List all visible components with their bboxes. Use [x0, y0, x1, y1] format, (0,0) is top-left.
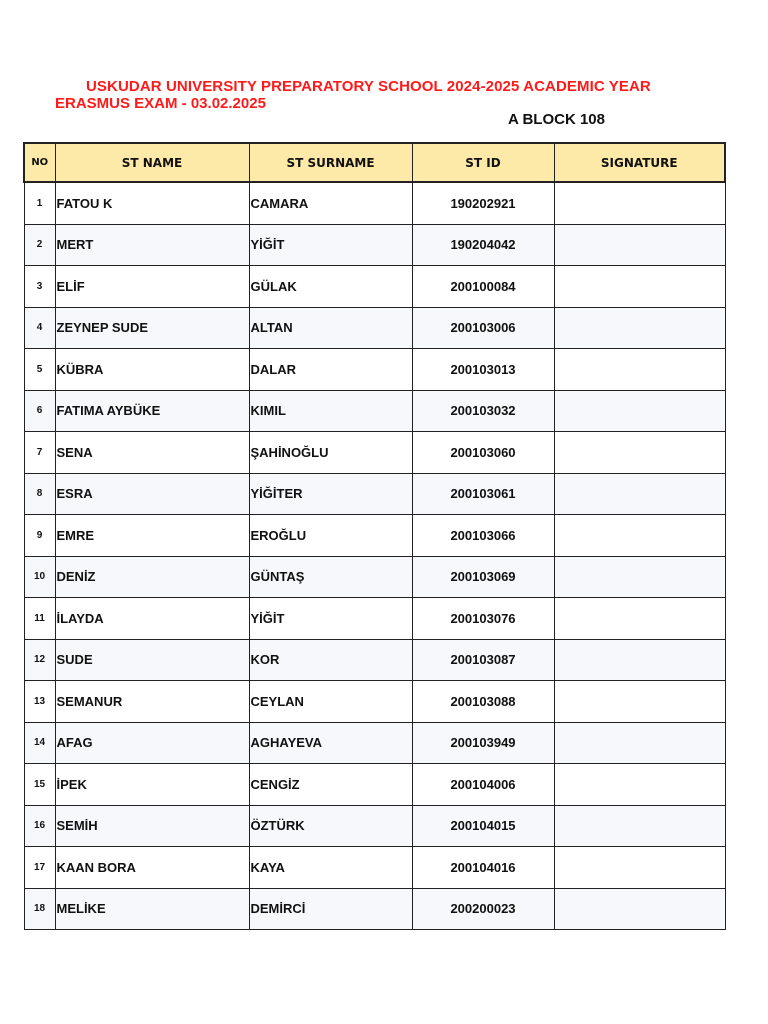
student-id: 200103076: [412, 598, 554, 640]
table-row: [24, 432, 725, 474]
student-surname: CEYLAN: [249, 681, 412, 723]
row-number: 18: [24, 888, 55, 930]
table-row: [24, 681, 725, 723]
column-header-name: ST NAME: [55, 143, 249, 182]
student-id: 200103061: [412, 473, 554, 515]
row-number: 15: [24, 764, 55, 806]
student-id: 190204042: [412, 224, 554, 266]
table-row: [24, 390, 725, 432]
student-id: 200103032: [412, 390, 554, 432]
row-number: 5: [24, 349, 55, 391]
student-name: KÜBRA: [55, 349, 249, 391]
column-header-surname: ST SURNAME: [249, 143, 412, 182]
student-name: DENİZ: [55, 556, 249, 598]
student-surname: GÜLAK: [249, 266, 412, 308]
student-id: 200103069: [412, 556, 554, 598]
student-surname: KAYA: [249, 847, 412, 889]
signature-cell[interactable]: [554, 764, 725, 806]
signature-cell[interactable]: [554, 847, 725, 889]
signature-cell[interactable]: [554, 266, 725, 308]
table-row: [24, 764, 725, 806]
student-name: İPEK: [55, 764, 249, 806]
signature-cell[interactable]: [554, 681, 725, 723]
row-number: 2: [24, 224, 55, 266]
student-name: AFAG: [55, 722, 249, 764]
student-surname: ALTAN: [249, 307, 412, 349]
student-surname: ÖZTÜRK: [249, 805, 412, 847]
column-header-no: NO: [24, 143, 55, 182]
table-row: [24, 182, 725, 224]
signature-cell[interactable]: [554, 182, 725, 224]
signature-cell[interactable]: [554, 224, 725, 266]
exam-subtitle: ERASMUS EXAM - 03.02.2025: [55, 95, 266, 112]
student-roster-table: [23, 142, 726, 930]
student-surname: CENGİZ: [249, 764, 412, 806]
student-name: MERT: [55, 224, 249, 266]
table-row: [24, 515, 725, 557]
signature-cell[interactable]: [554, 722, 725, 764]
student-id: 200100084: [412, 266, 554, 308]
table-row: [24, 307, 725, 349]
table-row: [24, 224, 725, 266]
student-surname: EROĞLU: [249, 515, 412, 557]
row-number: 4: [24, 307, 55, 349]
student-id: 200200023: [412, 888, 554, 930]
table-row: [24, 556, 725, 598]
student-name: ESRA: [55, 473, 249, 515]
signature-cell[interactable]: [554, 307, 725, 349]
student-name: İLAYDA: [55, 598, 249, 640]
student-name: SEMİH: [55, 805, 249, 847]
column-header-signature: SIGNATURE: [554, 143, 725, 182]
student-id: 200103006: [412, 307, 554, 349]
student-surname: KOR: [249, 639, 412, 681]
student-name: SEMANUR: [55, 681, 249, 723]
student-id: 200104016: [412, 847, 554, 889]
signature-cell[interactable]: [554, 598, 725, 640]
student-surname: KIMIL: [249, 390, 412, 432]
row-number: 16: [24, 805, 55, 847]
student-name: ELİF: [55, 266, 249, 308]
student-id: 200103088: [412, 681, 554, 723]
student-name: SUDE: [55, 639, 249, 681]
row-number: 13: [24, 681, 55, 723]
row-number: 6: [24, 390, 55, 432]
student-id: 200104015: [412, 805, 554, 847]
student-surname: ŞAHİNOĞLU: [249, 432, 412, 474]
student-surname: YİĞİT: [249, 598, 412, 640]
table-row: [24, 598, 725, 640]
student-name: EMRE: [55, 515, 249, 557]
row-number: 7: [24, 432, 55, 474]
student-name: FATIMA AYBÜKE: [55, 390, 249, 432]
student-id: 190202921: [412, 182, 554, 224]
student-surname: YİĞİT: [249, 224, 412, 266]
row-number: 3: [24, 266, 55, 308]
row-number: 12: [24, 639, 55, 681]
table-row: [24, 639, 725, 681]
student-name: MELİKE: [55, 888, 249, 930]
table-row: [24, 722, 725, 764]
student-surname: CAMARA: [249, 182, 412, 224]
row-number: 17: [24, 847, 55, 889]
student-surname: DEMİRCİ: [249, 888, 412, 930]
row-number: 1: [24, 182, 55, 224]
document-title: USKUDAR UNIVERSITY PREPARATORY SCHOOL 2024-2025 ACADEMIC YEAR: [86, 78, 651, 95]
student-id: 200103060: [412, 432, 554, 474]
table-row: [24, 847, 725, 889]
signature-cell[interactable]: [554, 390, 725, 432]
table-row: [24, 888, 725, 930]
roster-body: [24, 182, 725, 930]
signature-cell[interactable]: [554, 432, 725, 474]
row-number: 14: [24, 722, 55, 764]
exam-room-label: A BLOCK 108: [508, 111, 605, 128]
column-header-id: ST ID: [412, 143, 554, 182]
student-name: ZEYNEP SUDE: [55, 307, 249, 349]
row-number: 8: [24, 473, 55, 515]
table-row: [24, 473, 725, 515]
signature-cell[interactable]: [554, 805, 725, 847]
signature-cell[interactable]: [554, 556, 725, 598]
signature-cell[interactable]: [554, 349, 725, 391]
table-row: [24, 805, 725, 847]
signature-cell[interactable]: [554, 639, 725, 681]
table-row: [24, 349, 725, 391]
table-row: [24, 266, 725, 308]
table-header-row: [24, 143, 725, 182]
student-surname: DALAR: [249, 349, 412, 391]
row-number: 10: [24, 556, 55, 598]
signature-cell[interactable]: [554, 473, 725, 515]
student-id: 200103013: [412, 349, 554, 391]
student-surname: YİĞİTER: [249, 473, 412, 515]
signature-cell[interactable]: [554, 888, 725, 930]
student-id: 200104006: [412, 764, 554, 806]
student-surname: GÜNTAŞ: [249, 556, 412, 598]
row-number: 9: [24, 515, 55, 557]
student-id: 200103949: [412, 722, 554, 764]
student-name: SENA: [55, 432, 249, 474]
row-number: 11: [24, 598, 55, 640]
student-surname: AGHAYEVA: [249, 722, 412, 764]
student-name: KAAN BORA: [55, 847, 249, 889]
student-name: FATOU K: [55, 182, 249, 224]
student-id: 200103066: [412, 515, 554, 557]
signature-cell[interactable]: [554, 515, 725, 557]
student-id: 200103087: [412, 639, 554, 681]
